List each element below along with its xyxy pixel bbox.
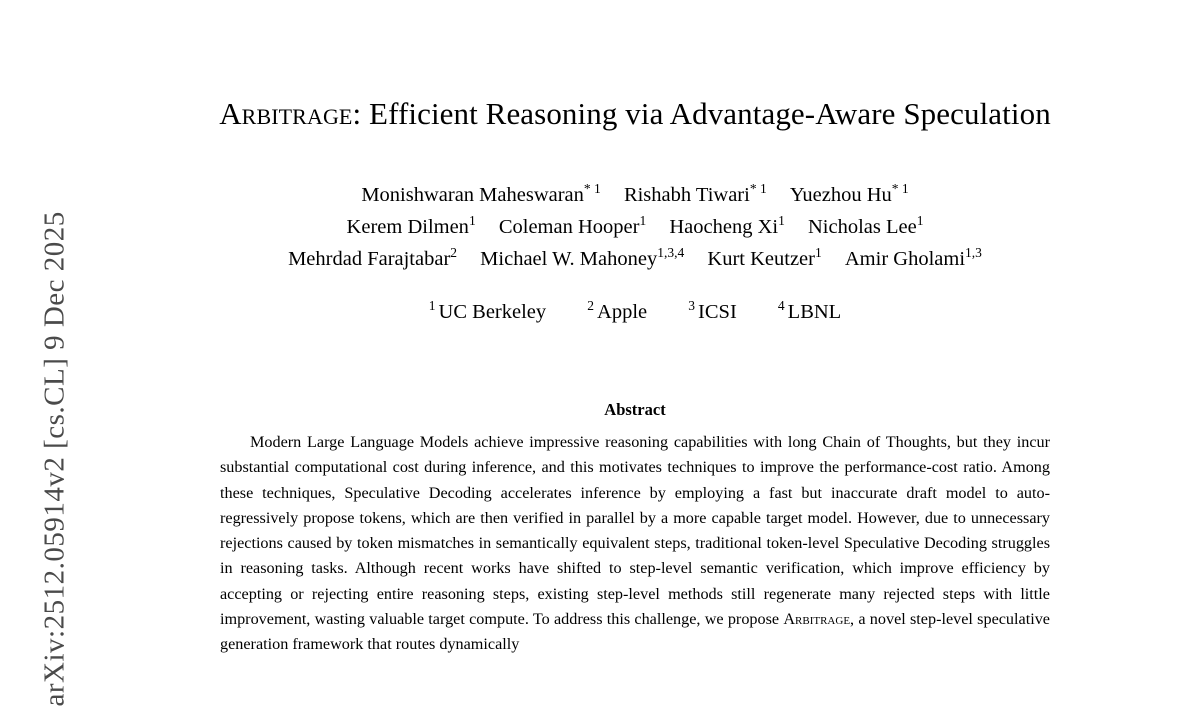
author-marks: * 1: [583, 181, 601, 197]
author-marks: 1: [639, 213, 647, 229]
author-name: Nicholas Lee$^1$: [807, 213, 924, 238]
paper-page: [70, 0, 1200, 654]
author-name: Kerem Dilmen$^1$: [346, 213, 476, 238]
author-name: Michael W. Mahoney$^{1,3,4}$: [480, 245, 685, 270]
abstract-method-name: Arbitrage: [783, 610, 851, 629]
affiliation-name: LBNL: [787, 301, 842, 323]
abstract-body: [220, 430, 1050, 658]
author-marks: 1: [778, 213, 785, 229]
author-marks: 1: [468, 213, 476, 229]
author-marks: 2: [450, 245, 458, 261]
arxiv-stamp-text: arXiv:2512.05914v2 [cs.CL] 9 Dec 2025: [38, 211, 71, 707]
author-row: [70, 243, 1200, 275]
affiliation-mark: 4: [777, 298, 785, 314]
affiliation-item: [688, 298, 737, 323]
author-name: Kurt Keutzer$^1$: [707, 245, 822, 270]
abstract-text-part2: , a novel step-level speculative generation framework that routes dynamically: [220, 610, 1050, 654]
author-marks: 1,3: [965, 245, 982, 261]
author-name: Amir Gholami$^{1,3}$: [844, 245, 982, 270]
page-title: [70, 0, 1200, 135]
author-marks: 1: [916, 213, 924, 229]
affiliation-list: [70, 298, 1200, 326]
affiliation-item: [587, 298, 648, 323]
affiliation-mark: 1: [428, 298, 436, 314]
author-name: Coleman Hooper$^1$: [498, 213, 647, 238]
author-name: Rishabh Tiwari$^{* 1}$: [623, 181, 767, 206]
author-marks: * 1: [749, 181, 767, 197]
arxiv-stamp: [0, 0, 71, 707]
title-smallcaps: Arbitrage: [219, 96, 353, 131]
author-name: Monishwaran Maheswaran$^{* 1}$: [361, 181, 601, 206]
author-marks: * 1: [891, 181, 909, 197]
author-marks: 1,3,4: [657, 245, 685, 261]
author-list: [70, 179, 1200, 275]
author-row: [70, 211, 1200, 243]
affiliation-mark: 3: [688, 298, 696, 314]
author-marks: 1: [814, 245, 822, 261]
author-name: Yuezhou Hu$^{* 1}$: [789, 181, 909, 206]
affiliation-mark: 2: [587, 298, 595, 314]
affiliation-name: ICSI: [698, 301, 737, 323]
affiliation-name: Apple: [597, 301, 648, 323]
author-name: Haocheng Xi$^1$: [669, 213, 785, 238]
abstract-text-part1: Modern Large Language Models achieve impressive reasoning capabilities with long Chain of Thoughts, but they incur substantial computational cost during inference, and this motivates techniques to improve the performance-cost ratio. Among these techniques, Speculative Decoding accelerates inference by employing a fast but inaccurate draft model to auto-regressively propose tokens, which are then verified in parallel by a more capable target model. However, due to unnecessary rejections caused by token mismatches in semantically equivalent steps, traditional token-level Speculative Decoding struggles in reasoning tasks. Although recent works have shifted to step-level semantic verification, which improve efficiency by accepting or rejecting entire reasoning steps, existing step-level methods still regenerate many rejected steps with little improvement, wasting valuable target compute. To address this challenge, we propose: [220, 433, 1050, 629]
author-name: Mehrdad Farajtabar$^2$: [288, 245, 458, 270]
affiliation-item: [777, 298, 842, 323]
abstract-heading: Abstract: [604, 400, 666, 419]
author-row: [70, 179, 1200, 211]
affiliation-item: [428, 298, 547, 323]
affiliation-name: UC Berkeley: [438, 301, 547, 323]
title-rest: : Efficient Reasoning via Advantage-Aware Speculation: [352, 96, 1051, 131]
